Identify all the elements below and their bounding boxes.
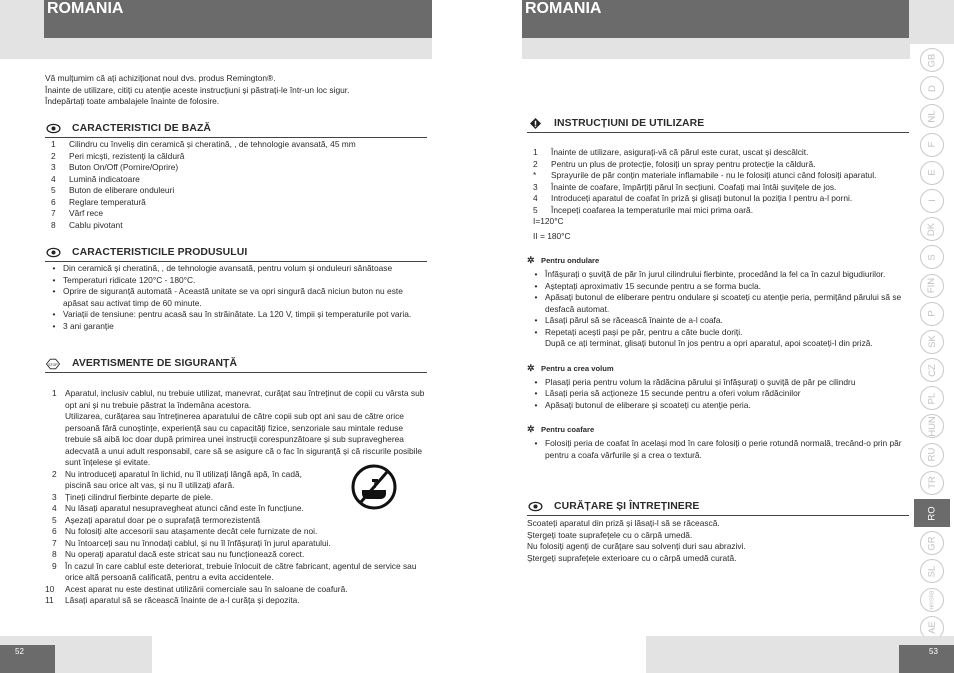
- list-item: [51, 151, 431, 163]
- item-text: Introduceți aparatul de coafat în priză și glisați butonul la poziția I pentru a-l porni.: [551, 193, 853, 203]
- page-number-right: 53: [899, 645, 954, 673]
- sun-icon: ✲: [527, 255, 535, 266]
- bullet-mark: •: [534, 326, 538, 337]
- language-tab-label: PL: [926, 392, 938, 405]
- item-number: 1: [52, 388, 57, 398]
- subheading: [527, 255, 912, 267]
- bullet-mark: •: [534, 376, 538, 387]
- language-tab-sl[interactable]: [920, 559, 944, 583]
- list-item: [527, 400, 912, 412]
- language-tab-ru[interactable]: [920, 443, 944, 467]
- language-tab-label: SL: [926, 565, 938, 578]
- item-text: Nu întoarceți sau nu înnodați cablul, și nu îl înfășurați în jurul aparatului.: [65, 537, 331, 548]
- list-item: [527, 281, 912, 293]
- list-item: [51, 208, 431, 220]
- item-text: Cablu pivotant: [69, 219, 123, 230]
- language-tab-sk[interactable]: [920, 330, 944, 354]
- list-item: [527, 292, 912, 315]
- wave-instructions: [527, 251, 912, 461]
- item-text: Sprayurile de păr conțin materiale inflamabile - nu le folosiți atunci când folosiți aparatul.: [551, 170, 877, 180]
- left-page-header: ROMANIA: [44, 0, 432, 38]
- section-instructions: [527, 117, 909, 133]
- language-tab-hun[interactable]: [920, 414, 944, 438]
- language-tab-hr-srb[interactable]: [920, 588, 944, 612]
- language-tab-label: RO: [926, 505, 938, 521]
- bullet-mark: •: [534, 269, 538, 279]
- section-product-features: [45, 246, 427, 262]
- list-item: [533, 147, 913, 159]
- sun-icon: ✲: [527, 424, 535, 435]
- item-number: 9: [52, 560, 57, 571]
- list-item: [527, 388, 912, 400]
- list-item: [533, 193, 913, 205]
- language-index: [910, 44, 954, 635]
- list-item: [45, 549, 428, 561]
- item-number: 4: [51, 173, 56, 184]
- subheading-text: Pentru coafare: [541, 425, 595, 435]
- item-number: 10: [45, 583, 55, 594]
- instructions-list: [533, 147, 913, 242]
- item-number: 5: [52, 514, 57, 525]
- item-number: 2: [533, 158, 538, 169]
- language-tab-tr[interactable]: [920, 471, 944, 495]
- subheading: [527, 424, 912, 436]
- item-text: Cilindru cu înveliș din ceramică și cheratină, , de tehnologie avansată, 45 mm: [69, 139, 356, 149]
- item-number: 11: [45, 595, 54, 605]
- item-number: 7: [52, 537, 57, 548]
- item-number: 3: [51, 162, 56, 172]
- bullet-mark: •: [534, 438, 538, 448]
- language-tab-label: GR: [926, 536, 938, 551]
- section-cleaning: [527, 500, 909, 516]
- section-title: CURĂȚARE ȘI ÎNTREȚINERE: [554, 501, 700, 512]
- language-tab-label: HR/SRB: [929, 590, 935, 610]
- item-text: Nu lăsați aparatul nesupravegheat atunci când este în funcțiune.: [65, 503, 304, 513]
- list-item: [51, 174, 431, 186]
- cleaning-line: Nu folosiți agenți de curățare sau solvenți duri sau abrazivi.: [527, 541, 746, 551]
- item-text: Nu folosiți alte accesorii sau atașamente decât cele furnizate de noi.: [65, 526, 318, 536]
- list-item: [527, 377, 912, 389]
- intro-line: Înainte de utilizare, citiți cu atenție aceste instrucțiuni și păstrați-le într-un loc sigur.: [45, 84, 350, 95]
- item-text: Așteptați aproximativ 15 secunde pentru a se forma bucla.: [545, 280, 762, 291]
- item-number: *: [533, 170, 537, 180]
- item-text: Țineți cilindrul fierbinte departe de piele.: [65, 491, 214, 502]
- item-text: Vârf rece: [69, 208, 103, 218]
- item-number: 3: [533, 181, 538, 192]
- page-number-left: 52: [0, 645, 55, 673]
- item-number: [52, 411, 65, 469]
- language-tab-label: P: [926, 310, 938, 317]
- bullet-mark: •: [534, 388, 538, 398]
- list-item: [45, 584, 428, 596]
- no-bath-water-icon: [350, 463, 398, 511]
- list-item: [527, 315, 912, 327]
- language-tab-label: GB: [926, 53, 938, 67]
- item-text: Reglare temperatură: [69, 196, 146, 207]
- language-tab-gr[interactable]: [920, 531, 944, 555]
- bullet-mark: •: [534, 315, 538, 325]
- item-text: Lumină indicatoare: [69, 173, 140, 184]
- language-tab-label: RU: [926, 447, 938, 462]
- eye-icon: [528, 501, 543, 512]
- cleaning-text: [527, 518, 907, 564]
- language-tab-label: CZ: [926, 363, 938, 377]
- cleaning-line: Ștergeți suprafețele exterioare cu o cârpă umedă curată.: [527, 552, 737, 563]
- bullet-mark: •: [52, 263, 56, 273]
- bullet-mark: •: [52, 286, 56, 296]
- bullet-mark: •: [534, 292, 538, 302]
- subheading-text: Pentru ondulare: [541, 256, 600, 266]
- item-text: Lăsați aparatul să se răcească înainte de a-l curăța și depozita.: [65, 595, 300, 605]
- subheading-text: Pentru a crea volum: [541, 363, 614, 373]
- item-text: Utilizarea, curățarea sau întreținerea aparatului de către copii sub opt ani sau de către orice persoană fără cunoștințe, experiență sau cu capacități fizice, senzoriale sau mintale reduse trebuie să aibă loc doar după primirea unei instrucții corespunzătoare și sub supravegherea adecvată a unui adult responsabil, care să se asigure că o fac în siguranță și că riscurile posibile sunt înțelese și evitate.: [65, 411, 423, 467]
- item-text: Nu operați aparatul dacă este stricat sau nu funcționează corect.: [65, 549, 305, 559]
- item-number: 2: [51, 150, 56, 161]
- item-text: Pentru un plus de protecție, folosiți un spray pentru protecție la căldură.: [551, 158, 816, 169]
- list-item: [527, 327, 912, 350]
- item-text: 3 ani garanție: [63, 320, 114, 331]
- item-text: Repetați acești pași pe păr, pentru a căte bucle doriți. După ce ați terminat, glisați butonul în jos pentru a opri aparatul, apoi scoateți-l din priză.: [545, 326, 873, 348]
- item-text: Temperaturi ridicate 120°C - 180°C.: [63, 274, 196, 285]
- alert-icon: [528, 118, 543, 129]
- section-basic-features: [45, 122, 427, 138]
- item-number: 5: [51, 185, 56, 195]
- item-number: 6: [52, 526, 57, 536]
- sun-icon: ✲: [527, 362, 535, 373]
- language-tab-label: AE: [926, 621, 938, 635]
- item-text: Folosiți peria de coafat în același mod în care folosiți o perie rotundă normală, trecând-o prin păr pentru a coafa vârfurile și a crea o textură.: [545, 438, 902, 460]
- list-item: [533, 170, 913, 182]
- item-text: Așezați aparatul doar pe o suprafață termorezistentă: [65, 514, 261, 525]
- language-tab-label: E: [926, 169, 938, 176]
- language-tab-d[interactable]: [920, 76, 944, 100]
- eye-icon: [46, 123, 61, 134]
- language-tab-p[interactable]: [920, 302, 944, 326]
- item-text: Peri micști, rezistenți la căldură: [69, 150, 185, 161]
- right-page-header: ROMANIA: [522, 0, 909, 38]
- list-item: [45, 286, 428, 309]
- stop-icon: [46, 358, 60, 370]
- language-tab-label: I: [926, 199, 938, 203]
- list-item: [45, 538, 428, 550]
- list-item: [45, 595, 428, 607]
- list-item: [51, 197, 431, 209]
- item-text: Înainte de utilizare, asigurați-vă că părul este curat, uscat și descâlcit.: [551, 147, 809, 157]
- list-item: [45, 561, 428, 584]
- list-item: [45, 275, 428, 287]
- list-item: [51, 139, 431, 151]
- section-title: AVERTISMENTE DE SIGURANȚĂ: [72, 358, 238, 369]
- bullet-mark: •: [534, 399, 538, 410]
- list-item: [45, 526, 428, 538]
- language-tab-label: SK: [926, 335, 938, 349]
- cleaning-line: Ștergeți toate suprafețele cu o cârpă umedă.: [527, 529, 693, 540]
- language-tab-label: F: [926, 141, 938, 148]
- bullet-mark: •: [52, 320, 56, 331]
- intro-line: Vă mulțumim că ați achiziționat noul dvs. produs Remington®.: [45, 73, 276, 83]
- item-number: 7: [51, 208, 56, 218]
- item-number: 8: [52, 549, 57, 559]
- language-tab-label: D: [926, 84, 938, 92]
- language-tab-nl[interactable]: [920, 104, 944, 128]
- section-safety-warnings: [45, 357, 427, 373]
- cleaning-line: Scoateți aparatul din priză și lăsați-l să se răcească.: [527, 518, 720, 528]
- item-text: Începeți coafarea la temperaturile mai mici prima oară.: [551, 204, 754, 215]
- item-text: În cazul în care cablul este deteriorat, trebuie înlocuit de către fabricant, agentul de service sau orice altă persoană calificată, pentru a evita accidentele.: [65, 560, 417, 582]
- list-item: [45, 309, 428, 321]
- item-text: Apăsați butonul de eliberare și scoateți cu atenție peria.: [545, 399, 751, 410]
- list-item: [51, 162, 431, 174]
- item-text: Buton On/Off (Pornire/Oprire): [69, 162, 179, 172]
- language-tab-label: DK: [926, 222, 938, 236]
- item-text: Variații de tensiune: pentru acasă sau în străinătate. La 120 V, timpii și temperaturile pot varia.: [63, 309, 412, 319]
- section-title: CARACTERISTICILE PRODUSULUI: [72, 247, 248, 258]
- stop-label: STOP: [48, 362, 58, 367]
- item-text: Apăsați butonul de eliberare pentru ondulare și scoateți cu atenție peria, permițând părului să se desfacă automat.: [545, 292, 902, 314]
- language-tab-pl[interactable]: [920, 386, 944, 410]
- list-item: [45, 411, 428, 469]
- language-tab-label: TR: [926, 476, 938, 490]
- language-tab-label: S: [926, 254, 938, 261]
- item-text: Oprire de siguranță automată - Această unitate se va opri singură dacă niciun buton nu este apăsat sau activat timp de 60 minute.: [63, 286, 403, 308]
- language-tab-s[interactable]: [920, 245, 944, 269]
- language-tab-cz[interactable]: [920, 358, 944, 382]
- list-item: [533, 159, 913, 171]
- language-tab-f[interactable]: [920, 133, 944, 157]
- bullet-mark: •: [534, 280, 538, 291]
- temperature-setting: I=120°C: [533, 216, 564, 226]
- item-number: 6: [51, 196, 56, 207]
- language-tab-ro[interactable]: [914, 499, 950, 527]
- language-tab-label: FIN: [926, 277, 938, 294]
- bullet-mark: •: [52, 309, 56, 319]
- language-tab-dk[interactable]: [920, 217, 944, 241]
- intro-text: [45, 73, 435, 108]
- list-item: [45, 321, 428, 333]
- item-text: Aparatul, inclusiv cablul, nu trebuie utilizat, manevrat, curățat sau întreținut de copii cu vârsta sub opt ani și nu trebuie păstrat la îndemâna acestora.: [65, 388, 425, 410]
- language-tab-e[interactable]: [920, 161, 944, 185]
- list-item: [45, 515, 428, 527]
- basic-features-list: [51, 139, 431, 231]
- item-text: Nu introduceți aparatul în lichid, nu îl utilizați lângă apă, în cadă, piscină sau orice alt vas, și nu îl utilizați afară.: [65, 468, 302, 490]
- item-text: Înfășurați o șuviță de păr în jurul cilindrului fierbinte, procedând la fel ca în cazul bigudiurilor.: [545, 269, 886, 279]
- list-item: [533, 182, 913, 194]
- language-tab-i[interactable]: [920, 189, 944, 213]
- temperature-setting: II = 180°C: [533, 230, 571, 241]
- list-item: [527, 438, 912, 461]
- item-number: 5: [533, 204, 538, 215]
- language-tab-label: NL: [926, 110, 938, 123]
- item-number: 3: [52, 491, 57, 502]
- item-text: Înainte de coafare, împărțiți părul în secțiuni. Coafați mai întâi șuvițele de jos.: [551, 181, 837, 192]
- item-text: Acest aparat nu este destinat utilizării comerciale sau în saloane de coafură.: [65, 583, 348, 594]
- item-number: 4: [52, 503, 57, 513]
- section-title: CARACTERISTICI DE BAZĂ: [72, 123, 212, 134]
- language-tab-label: HUN: [926, 416, 938, 437]
- subheading: [527, 363, 912, 375]
- eye-icon: [46, 247, 61, 258]
- bullet-mark: •: [52, 274, 56, 285]
- item-text: Lăsați peria să acționeze 15 secunde pentru a oferi volum rădăcinilor: [545, 388, 801, 398]
- item-number: 2: [52, 468, 57, 479]
- item-text: Din ceramică și cheratină, , de tehnologie avansată, pentru volum și onduleuri sănătoase: [63, 263, 393, 273]
- item-number: 1: [533, 147, 538, 157]
- intro-line: Îndepărtați toate ambalajele înainte de folosire.: [45, 96, 220, 106]
- list-item: [533, 205, 913, 217]
- section-title: INSTRUCȚIUNI DE UTILIZARE: [554, 118, 705, 129]
- item-number: 4: [533, 193, 538, 203]
- item-number: 8: [51, 219, 56, 230]
- product-features-list: [45, 263, 428, 332]
- list-item: [51, 220, 431, 232]
- item-number: 1: [51, 139, 56, 149]
- language-tab-fin[interactable]: [920, 274, 944, 298]
- item-text: Lăsați părul să se răcească înainte de a-l coafa.: [545, 315, 723, 325]
- list-item: [51, 185, 431, 197]
- list-item: [527, 269, 912, 281]
- list-item: [45, 263, 428, 275]
- item-text: Plasați peria pentru volum la rădăcina părului și înfășurați o șuviță de păr pe cilindru: [545, 376, 856, 387]
- language-tab-gb[interactable]: [920, 48, 944, 72]
- list-item: [45, 388, 428, 411]
- item-text: Buton de eliberare onduleuri: [69, 185, 175, 195]
